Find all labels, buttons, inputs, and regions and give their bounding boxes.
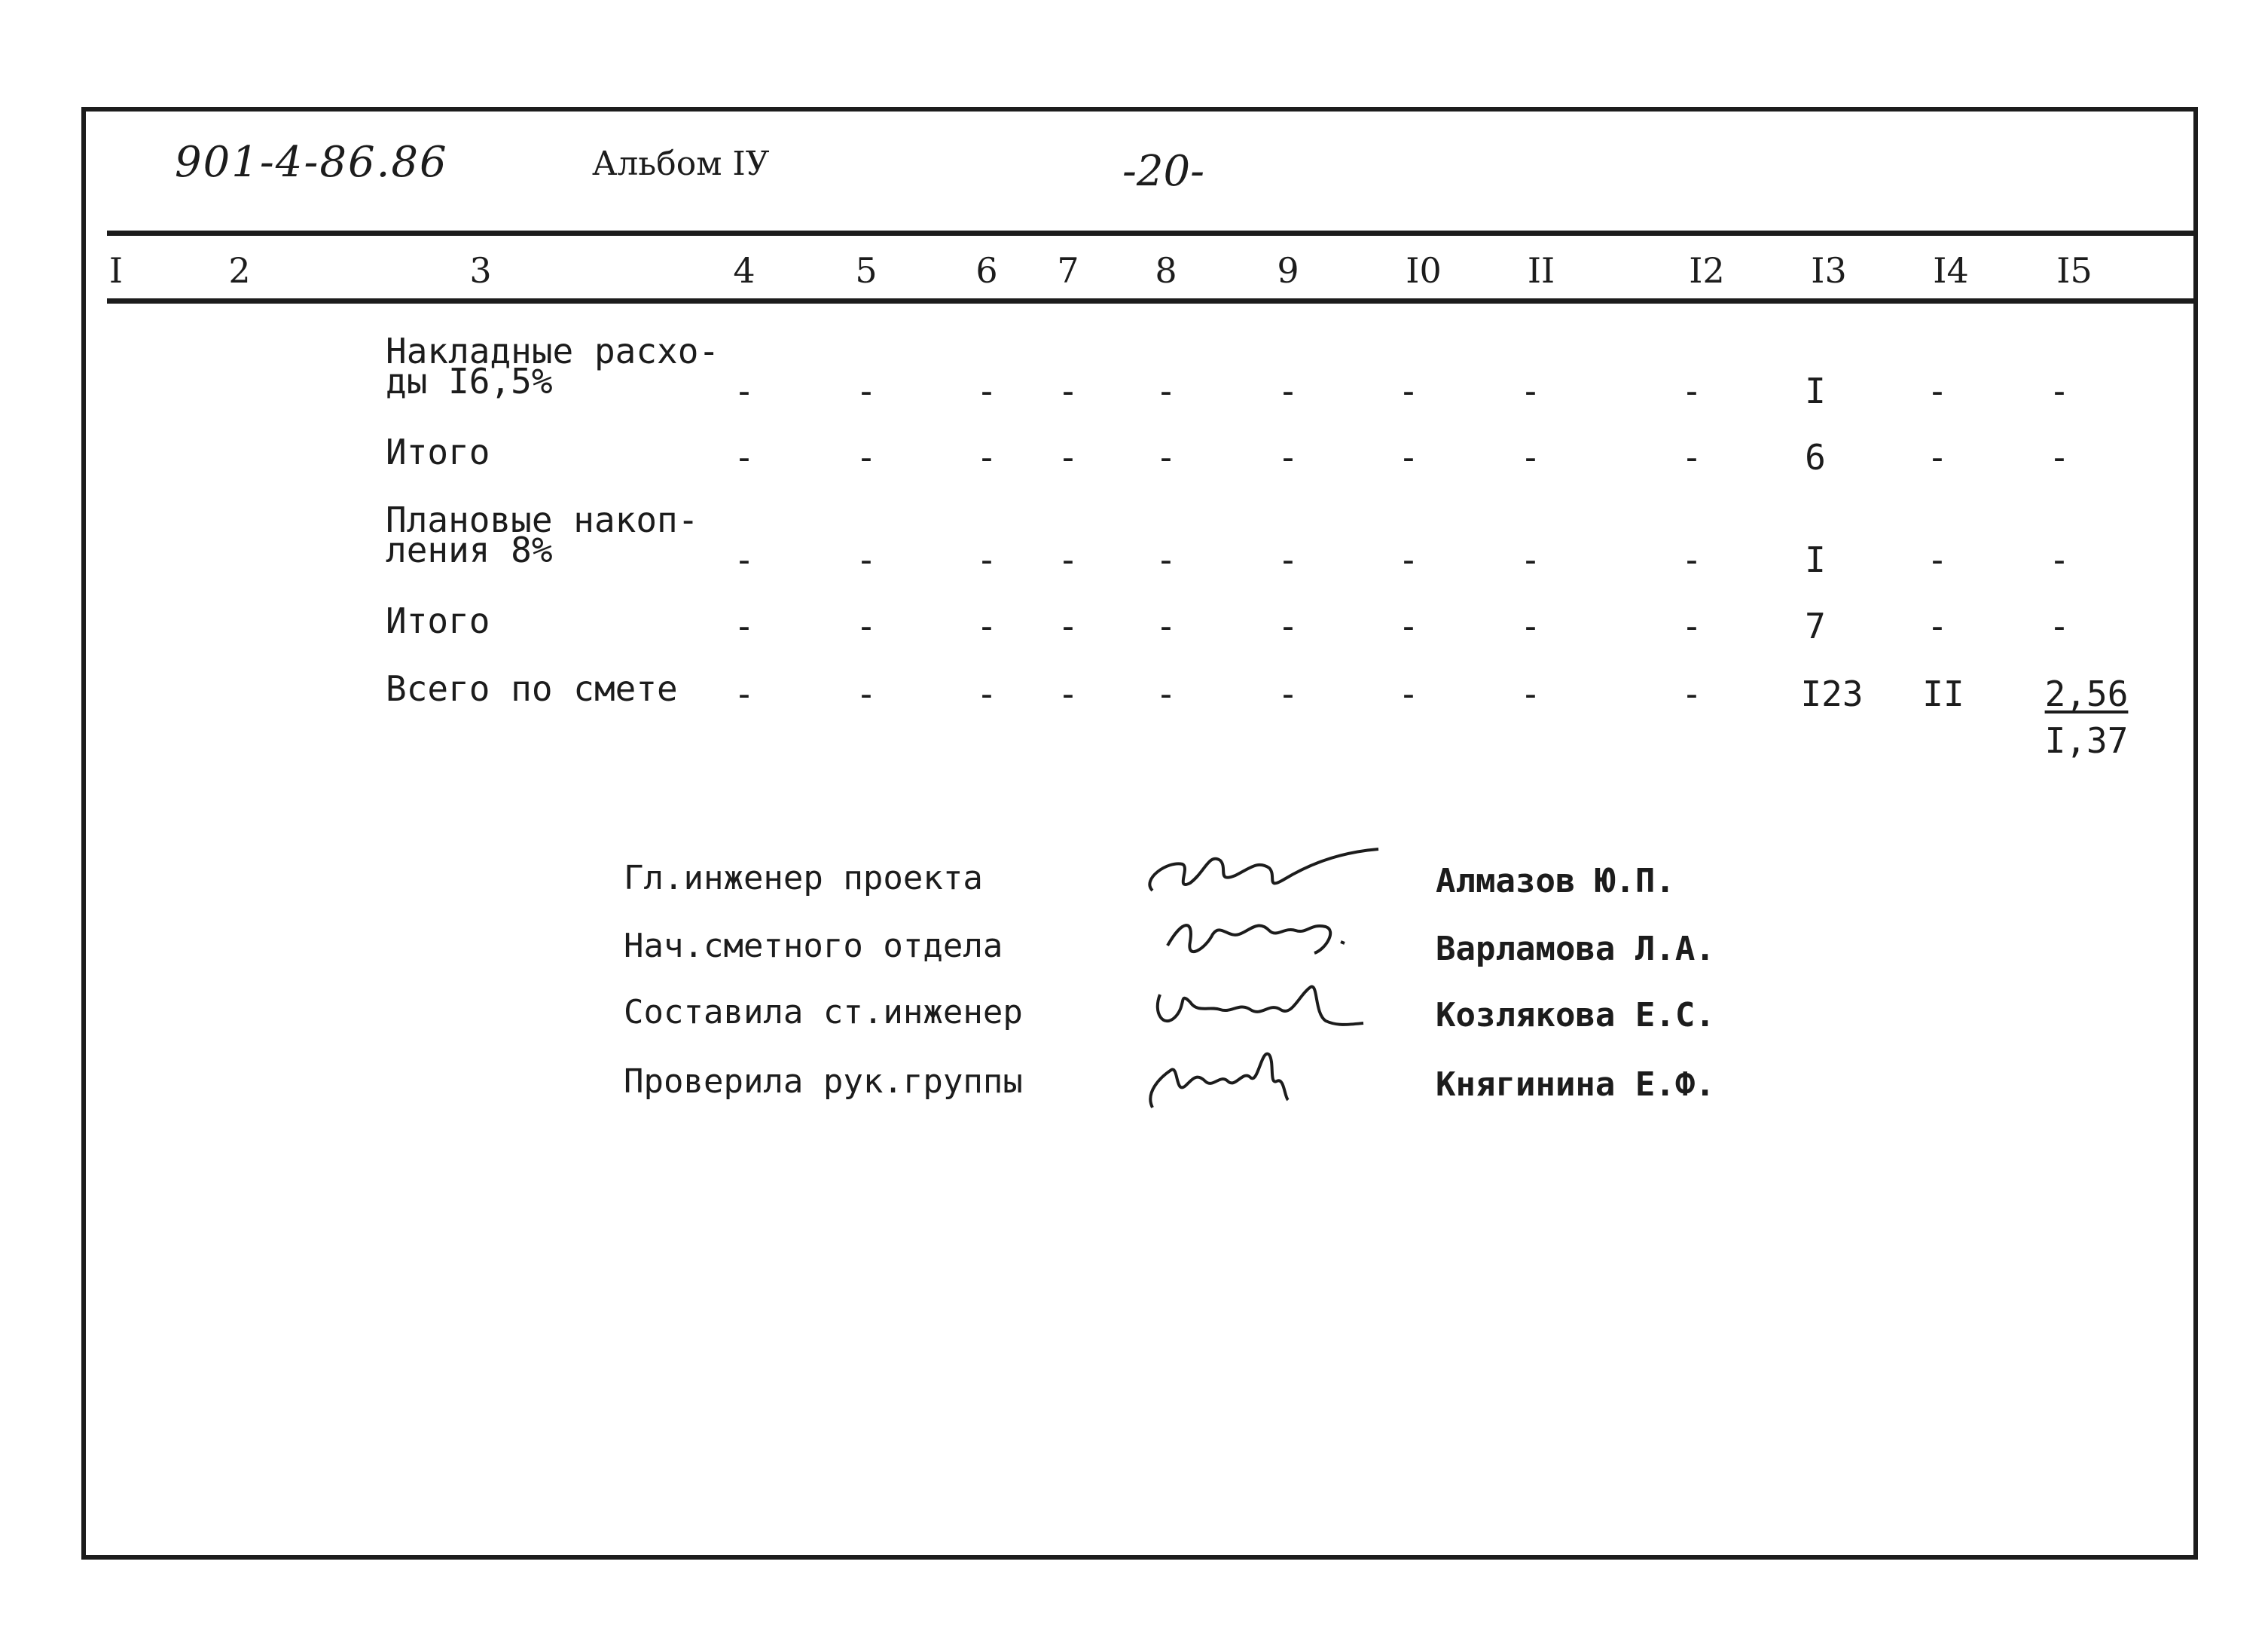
album-label: Альбом IУ xyxy=(592,145,770,183)
column-header: 3 xyxy=(469,250,492,291)
table-cell: - xyxy=(1520,539,1541,580)
row-label: Накладные расхо- ды I6,5% xyxy=(386,331,720,402)
table-cell: - xyxy=(734,606,755,646)
table-cell: - xyxy=(1520,674,1541,714)
signer-title: Нач.сметного отдела xyxy=(624,927,1003,965)
table-cell: - xyxy=(1058,437,1079,478)
table-cell: - xyxy=(976,371,997,411)
table-cell: - xyxy=(1398,674,1419,714)
table-cell: - xyxy=(976,437,997,478)
table-cell: - xyxy=(2049,371,2070,411)
table-cell: - xyxy=(976,539,997,580)
table-cell: - xyxy=(2049,606,2070,646)
table-cell: I xyxy=(1805,371,1826,411)
table-cell: - xyxy=(1277,539,1299,580)
table-cell: - xyxy=(856,606,877,646)
table-cell: - xyxy=(1927,371,1948,411)
table-cell: - xyxy=(2049,539,2070,580)
table-cell: - xyxy=(1681,371,1702,411)
table-cell: - xyxy=(1277,437,1299,478)
table-cell: - xyxy=(1681,437,1702,478)
table-cell: - xyxy=(1681,606,1702,646)
column-header: I3 xyxy=(1811,250,1847,291)
column-header: 6 xyxy=(975,250,998,291)
table-cell: I xyxy=(1805,539,1826,580)
table-cell: - xyxy=(1520,606,1541,646)
table-cell: - xyxy=(734,371,755,411)
table-cell: - xyxy=(856,437,877,478)
table-cell: - xyxy=(1520,437,1541,478)
table-cell: - xyxy=(976,674,997,714)
header-rule-top xyxy=(107,231,2198,236)
table-cell: - xyxy=(1398,606,1419,646)
column-header: II xyxy=(1527,250,1555,291)
table-cell: - xyxy=(1155,674,1177,714)
signer-title: Проверила рук.группы xyxy=(624,1062,1023,1101)
column-header: I4 xyxy=(1933,250,1969,291)
table-cell: - xyxy=(734,539,755,580)
table-cell: - xyxy=(1058,539,1079,580)
table-cell: - xyxy=(1155,371,1177,411)
column-header: 4 xyxy=(733,250,755,291)
column-header: 5 xyxy=(855,250,878,291)
header-rule-bottom xyxy=(107,298,2198,304)
column-header: 8 xyxy=(1155,250,1177,291)
table-cell: - xyxy=(1927,606,1948,646)
signature-mark xyxy=(1137,1040,1386,1115)
row-label: Всего по смете xyxy=(386,668,678,709)
table-cell: I23 xyxy=(1800,674,1864,714)
table-cell: - xyxy=(1155,539,1177,580)
column-header: 2 xyxy=(228,250,251,291)
table-cell: - xyxy=(1277,371,1299,411)
table-cell: - xyxy=(1277,606,1299,646)
row-label: Итого xyxy=(386,432,490,472)
table-cell: - xyxy=(1398,371,1419,411)
document-code: 901-4-86.86 xyxy=(175,138,448,187)
table-cell: - xyxy=(976,606,997,646)
table-cell: - xyxy=(1681,674,1702,714)
row-label: Итого xyxy=(386,600,490,641)
page-frame xyxy=(81,107,2198,1560)
table-cell: - xyxy=(1155,437,1177,478)
column-header: I2 xyxy=(1689,250,1725,291)
table-cell: - xyxy=(734,437,755,478)
signer-title: Составила ст.инженер xyxy=(624,993,1023,1031)
table-cell: - xyxy=(1277,674,1299,714)
page-number: -20- xyxy=(1122,147,1205,196)
signer-name: Княгинина Е.Ф. xyxy=(1436,1065,1715,1104)
signature-mark xyxy=(1137,904,1386,972)
table-cell: - xyxy=(856,371,877,411)
table-cell: - xyxy=(1058,674,1079,714)
table-cell: - xyxy=(1927,437,1948,478)
column-header: 7 xyxy=(1057,250,1079,291)
table-cell: - xyxy=(856,674,877,714)
signer-name: Варламова Л.А. xyxy=(1436,930,1715,968)
table-cell: 6 xyxy=(1805,437,1826,478)
signer-name: Козлякова Е.С. xyxy=(1436,996,1715,1034)
signer-title: Гл.инженер проекта xyxy=(624,859,983,897)
table-cell: - xyxy=(1398,437,1419,478)
signature-mark xyxy=(1137,972,1386,1040)
table-cell: - xyxy=(856,539,877,580)
table-cell: - xyxy=(1681,539,1702,580)
table-cell: 7 xyxy=(1805,606,1826,646)
column-header: I xyxy=(108,250,124,291)
column-header: I0 xyxy=(1406,250,1442,291)
table-cell: - xyxy=(1058,371,1079,411)
table-cell: - xyxy=(1520,371,1541,411)
table-cell: - xyxy=(1927,539,1948,580)
table-cell: - xyxy=(1058,606,1079,646)
column-header: 9 xyxy=(1277,250,1299,291)
table-cell: II xyxy=(1922,674,1964,714)
column-header: I5 xyxy=(2056,250,2092,291)
table-cell: - xyxy=(734,674,755,714)
row-label: Плановые накоп- ления 8% xyxy=(386,500,699,570)
signature-mark xyxy=(1137,838,1386,906)
signer-name: Алмазов Ю.П. xyxy=(1436,862,1675,900)
table-cell-total-denominator: I,37 xyxy=(2044,720,2129,761)
table-cell: - xyxy=(2049,437,2070,478)
table-cell-total-numerator: 2,56 xyxy=(2044,674,2129,714)
table-cell: - xyxy=(1398,539,1419,580)
table-cell: - xyxy=(1155,606,1177,646)
